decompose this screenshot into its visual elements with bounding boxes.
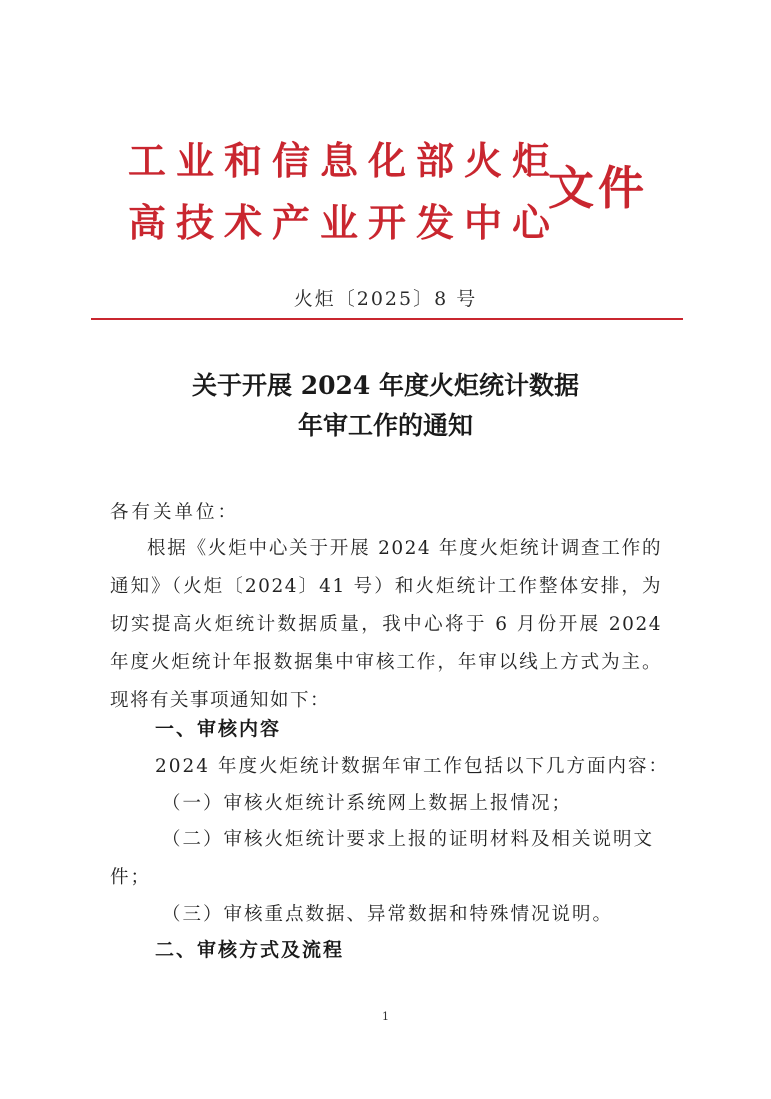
section-2-heading: 二、审核方式及流程 <box>155 939 345 961</box>
red-divider <box>91 318 683 320</box>
salutation: 各有关单位： <box>110 502 240 523</box>
issuer-line-2: 高技术产业开发中心 <box>128 201 561 245</box>
section-1-item-3: （三）审核重点数据、异常数据和特殊情况说明。 <box>162 904 614 925</box>
issuer-line-1: 工业和信息化部火炬 <box>128 139 561 183</box>
section-1-item-1: （一）审核火炬统计系统网上数据上报情况； <box>162 793 573 814</box>
section-1-item-2: （二）审核火炬统计要求上报的证明材料及相关说明文件； <box>110 829 655 888</box>
issuer-name <box>128 130 560 254</box>
document-title <box>0 366 771 446</box>
document-number: 火炬〔2025〕8 号 <box>293 288 478 310</box>
page-number: 1 <box>382 1010 389 1023</box>
title-line-1: 关于开展 2024 年度火炬统计数据 <box>192 371 579 400</box>
paragraph-1 <box>110 530 662 720</box>
title-line-2: 年审工作的通知 <box>297 411 473 440</box>
paragraph-1-text: 根据《火炬中心关于开展 2024 年度火炬统计调查工作的通知》（火炬〔2024〕41 号）和火炬统计工作整体安排，为切实提高火炬统计数据质量，我中心将于 6 月份开展 2024 年度火炬统计年报数据集中审核工作，年审以线上方式为主。现将有关事项通知如下： <box>110 538 662 711</box>
section-1-heading: 一、审核内容 <box>155 718 282 740</box>
document-type-label: 文件 <box>548 161 648 215</box>
section-1-intro: 2024 年度火炬统计数据年审工作包括以下几方面内容： <box>155 756 669 777</box>
